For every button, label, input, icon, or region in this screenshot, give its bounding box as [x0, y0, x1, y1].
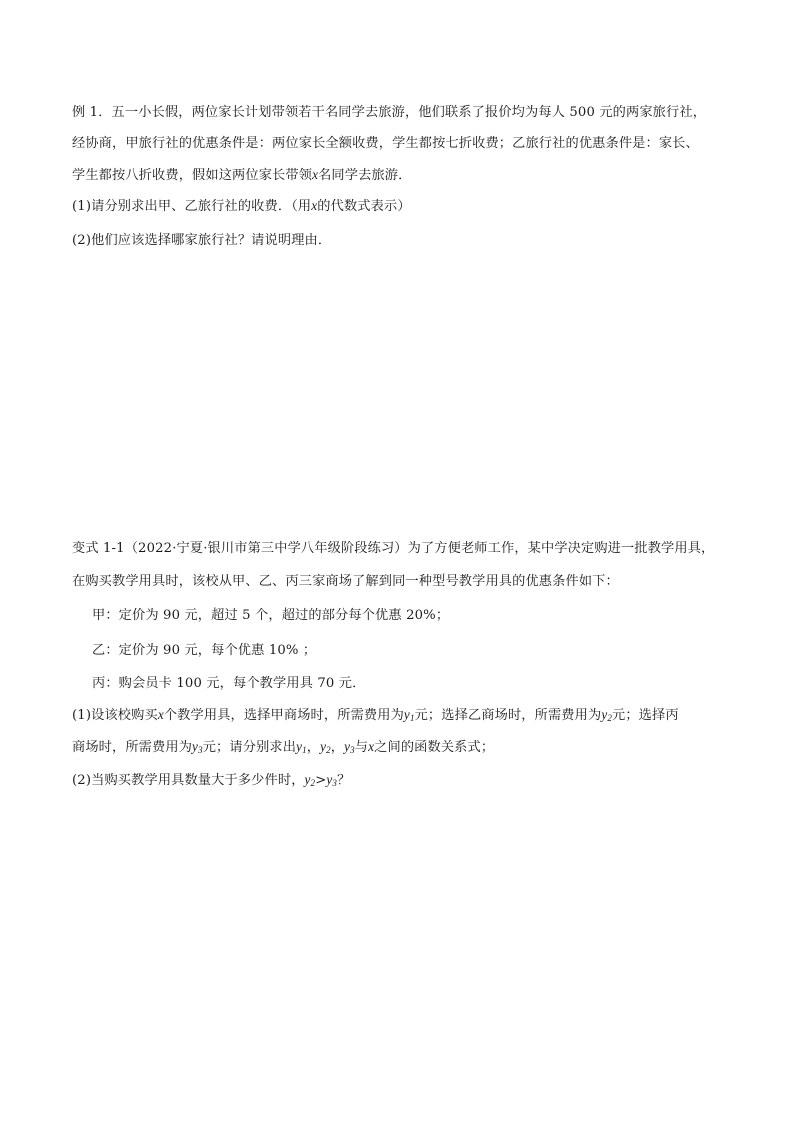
- q1-text: 元；请分别求出: [202, 740, 297, 755]
- condition-bing: 丙：购会员卡 100 元，每个教学用具 70 元．: [92, 676, 366, 691]
- variant-question1-line1: [72, 706, 679, 727]
- q1-text: 之间的函数关系式；: [374, 740, 495, 755]
- subscript: 1: [409, 713, 415, 723]
- variable-x: x: [312, 167, 319, 182]
- q2-text: ？: [337, 773, 351, 788]
- subscript: 2: [310, 778, 316, 788]
- variable-y2: [305, 772, 316, 787]
- example1-question1: [72, 197, 411, 216]
- example1-line3: [72, 166, 411, 185]
- condition-yi: 乙：定价为 90 元，每个优惠 10% ；: [92, 643, 317, 658]
- variable-y2: [601, 707, 612, 722]
- example1-line2: 经协商，甲旅行社的优惠条件是：两位家长全额收费，学生都按七折收费；乙旅行社的优惠条件是：家长、: [72, 136, 699, 151]
- q1-text: 元；选择丙: [612, 708, 679, 723]
- subscript: 3: [350, 745, 355, 755]
- subscript: 2: [607, 713, 612, 723]
- q1-text: 个教学用具，选择甲商场时，所需费用为: [163, 708, 404, 723]
- subscript: 1: [302, 745, 307, 755]
- variable-y2: [320, 739, 331, 754]
- variable-y: y: [320, 739, 327, 754]
- variable-x: x: [157, 707, 164, 722]
- variable-y1: [296, 739, 307, 754]
- example1-question2: (2)他们应该选择哪家旅行社？请说明理由．: [72, 233, 332, 248]
- separator: ，: [330, 740, 345, 755]
- variable-y: y: [326, 772, 333, 787]
- variant-line1: 变式 1-1（2022·宁夏·银川市第三中学八年级阶段练习）为了方便老师工作，某中学决定购进一批教学用具，: [72, 541, 715, 556]
- variable-y3: [326, 772, 337, 787]
- example1-line3-text: 学生都按八折收费，假如这两位家长带领: [72, 168, 313, 183]
- variable-x: x: [368, 739, 375, 754]
- variable-y: y: [601, 707, 608, 722]
- example1-q1-text: (1)请分别求出甲、乙旅行社的收费．（用: [72, 199, 312, 214]
- q1-text: 元；选择乙商场时，所需费用为: [414, 708, 602, 723]
- greater-than-sign: >: [315, 773, 327, 788]
- q1-text: (1)设该校购买: [72, 708, 158, 723]
- example1-line3-text-end: 名同学去旅游．: [318, 168, 412, 183]
- variable-y: y: [403, 707, 410, 722]
- q2-text: (2)当购买教学用具数量大于多少件时，: [72, 773, 305, 788]
- variable-y: y: [344, 739, 351, 754]
- variant-question1-line2: [72, 738, 494, 759]
- separator: ，: [306, 740, 321, 755]
- variant-question2: [72, 771, 350, 792]
- variable-y: y: [296, 739, 303, 754]
- q1-text: 商场时，所需费用为: [72, 740, 193, 755]
- subscript: 2: [326, 745, 331, 755]
- condition-jia: 甲：定价为 90 元，超过 5 个，超过的部分每个优惠 20%；: [92, 608, 450, 623]
- variable-y3: [192, 739, 203, 754]
- variable-y: y: [304, 772, 311, 787]
- q1-text: 与: [354, 740, 369, 755]
- example1-line1: 例 1．五一小长假，两位家长计划带领若干名同学去旅游，他们联系了报价均为每人 500 元的两家旅行社，: [72, 105, 707, 120]
- variable-x: x: [311, 198, 318, 213]
- variant-line2: 在购买教学用具时，该校从甲、乙、丙三家商场了解到同一种型号教学用具的优惠条件如下：: [72, 574, 619, 589]
- variable-y1: [404, 707, 415, 722]
- subscript: 3: [332, 778, 338, 788]
- example1-q1-text-end: 的代数式表示）: [317, 199, 411, 214]
- variable-y: y: [192, 739, 199, 754]
- variable-y3: [344, 739, 355, 754]
- subscript: 3: [198, 745, 203, 755]
